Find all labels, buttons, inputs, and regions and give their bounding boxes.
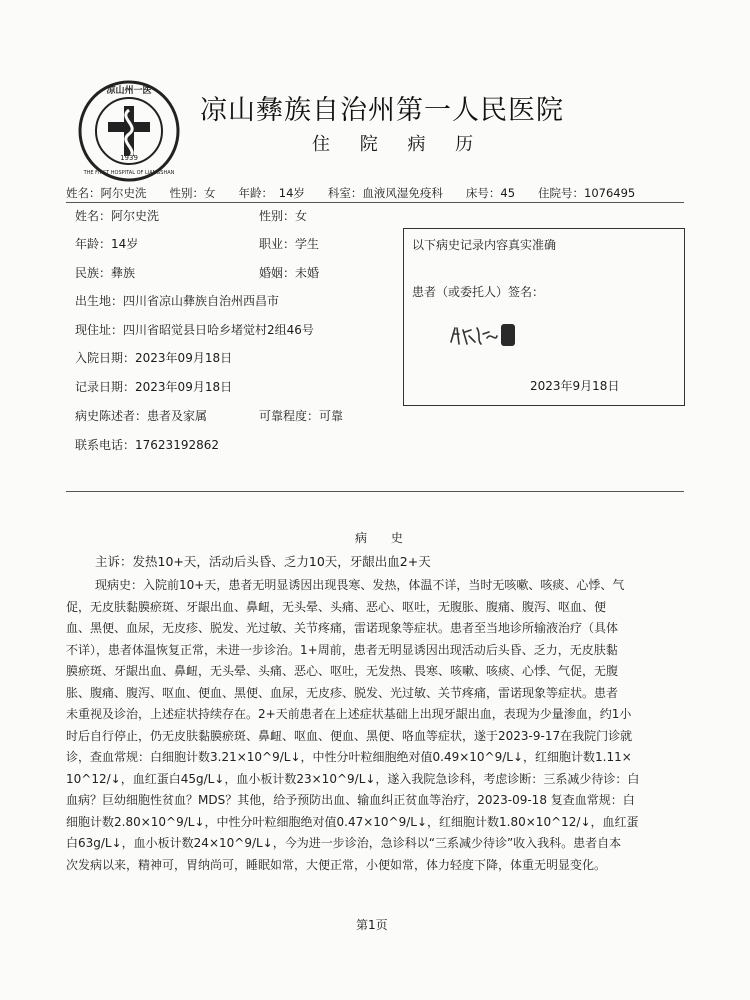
age-field	[75, 235, 138, 252]
chief-complaint-text: 发热10+天，活动后头昏、乏力10天，牙龈出血2+天	[132, 554, 431, 569]
hpi-line: 次发病以来，精神可，胃纳尚可，睡眠如常，大便正常，小便如常，体力轻度下降，体重无明显变化。	[66, 857, 607, 872]
admission-date-label: 入院日期：	[75, 351, 136, 365]
page-number: 第1页	[356, 918, 388, 932]
birthplace-label: 出生地：	[75, 294, 124, 308]
admission-date-value: 2023年09月18日	[135, 351, 233, 365]
hpi-line: 未重视及诊治，上述症状持续存在。2+天前患者在上述症状基础上出现牙龈出血，表现为少量渗血，约1小	[66, 707, 632, 721]
declaration-date: 2023年9月18日	[530, 379, 620, 393]
header-divider	[66, 202, 684, 203]
reliability-label: 可靠程度：	[259, 409, 320, 423]
birthplace-field	[75, 292, 279, 309]
occupation-label: 职业：	[259, 237, 296, 251]
hpi-line: 不详），患者体温恢复正常，未进一步诊治。1+周前，患者无明显诱因出现活动后头昏、乏力，无皮肤黏	[66, 642, 618, 657]
hpi-label: 现病史：	[95, 578, 144, 592]
hpi-line: 膜瘀斑、牙龈出血、鼻衄，无头晕、头痛、恶心、呕吐，无发热、畏寒、咳嗽、咳痰、心悸、气促，无腹	[66, 664, 619, 678]
summary-line: 姓名：阿尔史洗 性别：女 年龄： 14岁 科室：血液风湿免疫科 床号：45 住院号：1076495	[66, 186, 636, 200]
admission-date-field	[75, 349, 232, 366]
hpi-line: 10^12/↓，血红蛋白45g/L↓，血小板计数23×10^9/L↓，遂入我院急诊科，考虑诊断：三系减少待诊：白	[66, 771, 640, 786]
ethnicity-field	[75, 264, 135, 281]
record-date-value: 2023年09月18日	[135, 380, 233, 394]
hpi-line: 胀、腹痛、腹泻、呕血、便血、黑便、血尿，无皮疹、脱发、光过敏、关节疼痛，雷诺现象等症状。患者	[66, 685, 619, 700]
reliability-field	[259, 407, 343, 424]
hpi-line: 血、黑便、血尿，无皮疹、脱发、光过敏、关节疼痛，雷诺现象等症状。患者至当地诊所输液治疗（具体	[66, 621, 619, 635]
hospital-logo	[78, 80, 180, 182]
hpi-line: 诊，查血常规：白细胞计数3.21×10^9/L↓，中性分叶粒细胞绝对值0.49×10^9/L↓，红细胞计数1.11×	[66, 750, 632, 764]
address-value: 四川省昭觉县日哈乡堵觉村2组46号	[123, 323, 314, 337]
hospital-name: 凉山彝族自治州第一人民医院	[200, 95, 564, 126]
address-label: 现住址：	[75, 323, 124, 337]
logo-year: 1939	[120, 154, 138, 162]
marriage-label: 婚姻：	[259, 266, 296, 280]
birthplace-value: 四川省凉山彝族自治州西昌市	[123, 294, 280, 308]
hpi-line: 细胞计数2.80×10^9/L↓，中性分叶粒细胞绝对值0.47×10^9/L↓，红细胞计数1.80×10^12/↓，血红蛋	[66, 814, 639, 829]
marriage-value: 未婚	[295, 266, 320, 280]
name-label: 姓名：	[75, 209, 112, 223]
chief-complaint	[95, 552, 431, 570]
record-date-field	[75, 378, 232, 395]
narrator-field	[75, 407, 207, 424]
hpi-line: 白63g/L↓，血小板计数24×10^9/L↓，今为进一步诊治，急诊科以“三系减少待诊”收入我科。患者自本	[66, 836, 622, 850]
chief-complaint-label: 主诉：	[95, 554, 133, 569]
phone-value: 17623192862	[135, 438, 219, 452]
narrator-value: 患者及家属	[147, 409, 208, 423]
ethnicity-label: 民族：	[75, 266, 112, 280]
hpi-line: 血病？巨幼细胞性贫血？MDS？其他，给予预防出血、输血纠正贫血等治疗，2023-09-18 复查血常规：白	[66, 793, 635, 807]
ethnicity-value: 彝族	[111, 266, 136, 280]
hpi-line: 时后自行停止，仍无皮肤黏膜瘀斑、鼻衄、呕血、便血、黑便、咯血等症状，遂于2023-9-17在我院门诊就	[66, 728, 633, 743]
record-date-label: 记录日期：	[75, 380, 136, 394]
marriage-field	[259, 264, 319, 281]
occupation-value: 学生	[295, 237, 320, 251]
handwritten-signature	[447, 318, 519, 354]
declaration-text: 以下病史记录内容真实准确	[412, 238, 557, 252]
phone-field	[75, 436, 219, 453]
logo-text-top: 凉山州一医	[106, 86, 152, 96]
hpi-line: 入院前10+天，患者无明显诱因出现畏寒、发热，体温不详，当时无咳嗽、咳痰、心悸、气	[143, 578, 625, 592]
sex-value: 女	[295, 209, 308, 223]
history-section-title: 病 史	[355, 531, 413, 545]
name-value: 阿尔史洗	[111, 209, 160, 223]
phone-label: 联系电话：	[75, 438, 136, 452]
logo-text-en: THE FIRST HOSPITAL OF LIANGSHAN	[83, 170, 175, 176]
record-type-title: 住 院 病 历	[312, 134, 486, 155]
sex-label: 性别：	[259, 209, 296, 223]
age-value: 14岁	[111, 237, 139, 251]
occupation-field	[259, 235, 319, 252]
hpi-line: 促，无皮肤黏膜瘀斑、牙龈出血、鼻衄，无头晕、头痛、恶心、呕吐，无腹胀、腹痛、腹泻、呕血、便	[66, 599, 607, 614]
signature-label: 患者（或委托人）签名：	[412, 285, 545, 299]
present-illness-history	[66, 575, 686, 876]
age-label: 年龄：	[75, 237, 112, 251]
reliability-value: 可靠	[319, 409, 344, 423]
sex-field	[259, 207, 307, 224]
narrator-label: 病史陈述者：	[75, 409, 148, 423]
section-divider	[66, 491, 684, 492]
name-field	[75, 207, 159, 224]
address-field	[75, 321, 314, 338]
